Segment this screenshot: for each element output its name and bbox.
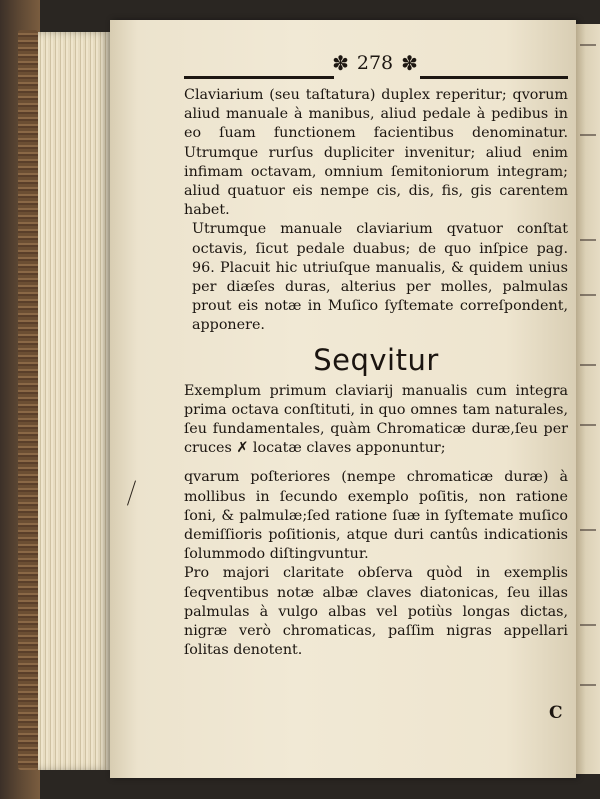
facing-text-fragment <box>580 239 596 241</box>
page-body <box>184 86 568 660</box>
facing-text-fragment <box>580 44 596 46</box>
paragraph: Utrumque manuale claviarium qvatuor conſtat octavis, ſicut pedale duabus; de quo inſpice pag. 96. Placuit hic utriuſque manualis, & quidem unius per diæſes duras, alterius per molles, palmulas prout eis notæ in Muſico ſyſtemate correſpondent, apponere. <box>192 221 568 334</box>
page-header <box>210 48 540 78</box>
facing-text-fragment <box>580 424 596 426</box>
paragraph: Exemplum primum claviarij manualis cum integra prima octava conſtituti, in quo omnes tam naturales, ſeu fundamentales, quàm Chromaticæ duræ,ſeu per cruces ✗ locatæ claves apponuntur; <box>184 382 568 457</box>
section-heading: Seqvitur <box>313 342 439 377</box>
header-rule <box>420 76 568 79</box>
facing-text-fragment <box>580 529 596 531</box>
facing-text-fragment <box>580 364 596 366</box>
facing-text-fragment <box>580 134 596 136</box>
facing-text-fragment <box>580 624 596 626</box>
header-rule <box>184 76 334 79</box>
page-number: 278 <box>356 52 394 74</box>
facing-page-edge <box>576 24 600 774</box>
paragraph: qvarum poſteriores (nempe chromaticæ duræ) à mollibus in ſecundo exemplo poſitis, non ratione ſoni, & palmulæ;ſed ratione ſuæ in ſyſtemate muſico demiſſioris poſitionis, atque duri cantûs indicationis ſolummodo diſtingvuntur. <box>184 469 568 563</box>
flower-ornament-icon: ✽ <box>332 51 349 75</box>
cover-edge <box>18 30 38 770</box>
facing-text-fragment <box>580 684 596 686</box>
page-edges <box>38 32 110 770</box>
flower-ornament-icon: ✽ <box>401 51 418 75</box>
facing-text-fragment <box>580 294 596 296</box>
paragraph: Pro majori claritate obſerva quòd in exemplis ſeqventibus notæ albæ claves diatonicas, ſeu illas palmulas à vulgo albas vel potiùs longas dictas, nigræ verò chromaticas, paſſim nigras appellari ſolitas denotent. <box>184 565 568 659</box>
signature-mark: C <box>549 703 563 723</box>
paragraph: Claviarium (seu taſtatura) duplex reperitur; qvorum aliud manuale à manibus, aliud pedale à pedibus in eo ſuam functionem facientibus denominatur. Utrumque rurſus dupliciter invenitur; aliud enim infimam octavam, omnium ſemitoniorum integram; aliud quatuor eis nempe cis, dis, fis, gis carentem habet. <box>184 87 568 219</box>
